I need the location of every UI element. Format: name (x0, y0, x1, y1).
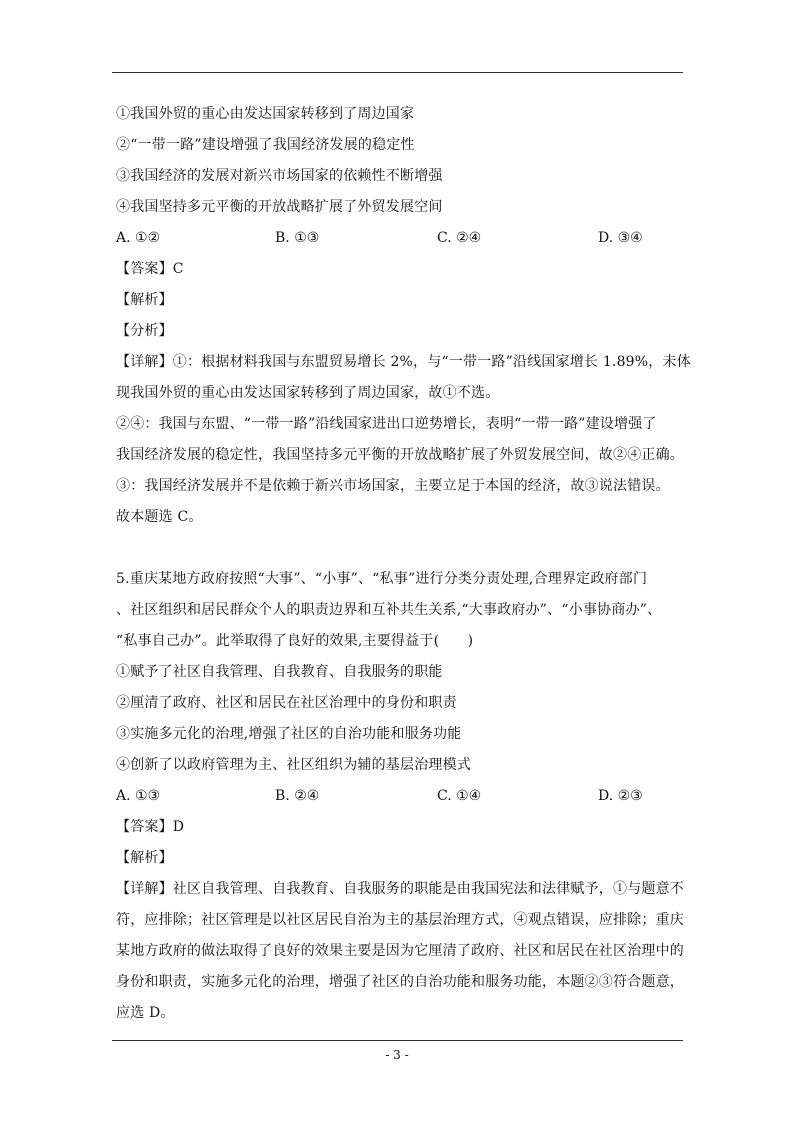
q4-detail-line-3: ②④：我国与东盟、“一带一路”沿线国家进出口逆势增长，表明“一带一路”建设增强了 (116, 416, 657, 432)
q5-analysis-heading: 【解析】 (116, 850, 173, 866)
q5-statement-4: ④创新了以政府管理为主、社区组织为辅的基层治理模式 (116, 757, 471, 773)
q5-statement-1: ①赋予了社区自我管理、自我教育、自我服务的职能 (116, 664, 443, 680)
q5-stem-line-2: 、社区组织和居民群众个人的职责边界和互补共生关系,“大事政府办”、“小事协商办”、 (116, 602, 662, 618)
q5-answer: 【答案】D (116, 819, 185, 835)
q4-option-d: D. ③④ (598, 230, 643, 246)
q4-fenxi-heading: 【分析】 (116, 323, 173, 339)
q4-statement-2: ②“一带一路”建设增强了我国经济发展的稳定性 (116, 137, 415, 153)
q4-detail-line-1: 【详解】①：根据材料我国与东盟贸易增长 2%，与“一带一路”沿线国家增长 1.89%，未体 (116, 354, 691, 370)
q5-detail-line-3: 某地方政府的做法取得了良好的效果主要是因为它厘清了政府、社区和居民在社区治理中的 (116, 943, 684, 959)
q5-option-d: D. ②③ (598, 788, 643, 804)
page-number: - 3 - (385, 1048, 409, 1062)
q4-statement-4: ④我国坚持多元平衡的开放战略扩展了外贸发展空间 (116, 199, 443, 215)
q5-detail-line-5: 应选 D。 (116, 1005, 175, 1021)
q4-answer: 【答案】C (116, 261, 184, 277)
q5-stem-line-3: “私事自己办”。此举取得了良好的效果,主要得益于( ) (116, 633, 474, 649)
q4-statement-1: ①我国外贸的重心由发达国家转移到了周边国家 (116, 106, 415, 122)
q5-option-a: A. ①③ (116, 788, 161, 804)
footer-rule (112, 1040, 683, 1041)
q4-option-b: B. ①③ (275, 230, 320, 246)
q5-detail-line-4: 身份和职责，实施多元化的治理，增强了社区的自治功能和服务功能，本题②③符合题意， (116, 974, 684, 990)
q4-option-c: C. ②④ (437, 230, 482, 246)
q5-option-b: B. ②④ (275, 788, 320, 804)
q4-option-a: A. ①② (116, 230, 161, 246)
q5-statement-2: ②厘清了政府、社区和居民在社区治理中的身份和职责 (116, 695, 457, 711)
q5-stem-line-1: 5.重庆某地方政府按照“大事”、“小事”、“私事”进行分类分责处理,合理界定政府部门 (116, 571, 648, 587)
q4-detail-line-2: 现我国外贸的重心由发达国家转移到了周边国家，故①不选。 (116, 385, 500, 401)
q5-detail-line-2: 符，应排除；社区管理是以社区居民自治为主的基层治理方式，④观点错误，应排除；重庆 (116, 912, 684, 928)
q4-analysis-heading: 【解析】 (116, 292, 173, 308)
q5-option-c: C. ①④ (437, 788, 482, 804)
q4-detail-line-6: 故本题选 C。 (116, 509, 203, 525)
q4-detail-line-5: ③：我国经济发展并不是依赖于新兴市场国家，主要立足于本国的经济，故③说法错误。 (116, 478, 670, 494)
q4-detail-line-4: 我国经济发展的稳定性，我国坚持多元平衡的开放战略扩展了外贸发展空间，故②④正确。 (116, 447, 684, 463)
q4-statement-3: ③我国经济的发展对新兴市场国家的依赖性不断增强 (116, 168, 443, 184)
q5-detail-line-1: 【详解】社区自我管理、自我教育、自我服务的职能是由我国宪法和法律赋予，①与题意不 (116, 881, 684, 897)
q5-statement-3: ③实施多元化的治理,增强了社区的自治功能和服务功能 (116, 726, 462, 742)
header-rule (112, 72, 683, 73)
